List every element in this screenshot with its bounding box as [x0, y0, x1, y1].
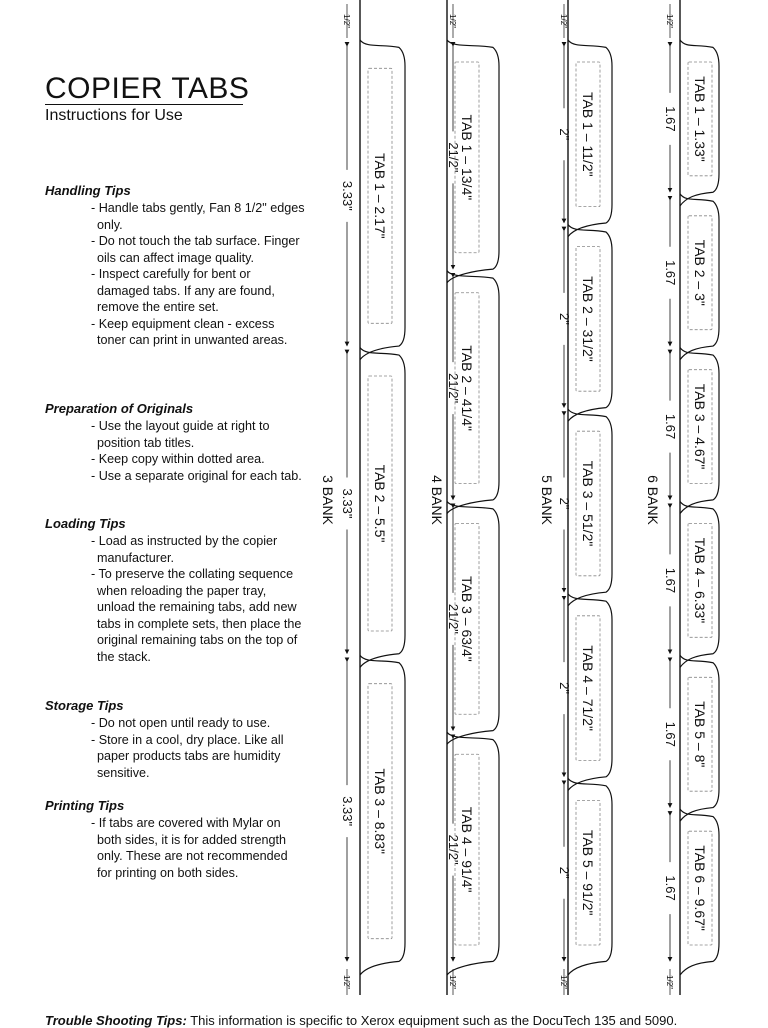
dimension-label: 1.67 [663, 567, 678, 594]
tab-label: TAB 3 – 8.83" [372, 768, 388, 854]
list-item: - Keep equipment clean - excess toner can print in unwanted areas. [91, 316, 288, 347]
footer-note [45, 1013, 677, 1028]
margin-label: 1/2" [559, 14, 568, 28]
footer-text: This information is specific to Xerox equipment such as the DocuTech 135 and 5090. [190, 1013, 678, 1028]
tab-label: TAB 3 – 51/2" [580, 460, 596, 547]
tab-label: TAB 5 – 8" [692, 701, 708, 768]
tab-label: TAB 4 – 6.33" [692, 537, 708, 624]
dimension-label: 3.33" [340, 180, 355, 211]
tab-label: TAB 1 – 13/4" [459, 114, 475, 201]
list-item: - Do not open until ready to use. [91, 716, 271, 730]
margin-label: 1/2" [665, 975, 674, 989]
list-item: - To preserve the collating sequence when reloading the paper tray, unload the remaining tabs, add new tabs in complete sets, then place the original remaining tabs on the top of the stack. [91, 567, 302, 664]
section-heading: Printing Tips [45, 798, 125, 813]
tab-outline [680, 40, 719, 975]
bank-label: 4 BANK [429, 475, 445, 525]
page-title: COPIER TABS [45, 72, 250, 105]
tab-label: TAB 6 – 9.67" [692, 845, 708, 931]
list-item: - Use a separate original for each tab. [91, 468, 302, 483]
dimension-label: 2" [557, 497, 572, 510]
dimension-label: 1.67 [663, 875, 678, 901]
list-item: - Keep copy within dotted area. [91, 452, 265, 466]
bank-label: 6 BANK [645, 475, 661, 525]
dimension-label: 3.33" [340, 488, 355, 519]
footer-label: Trouble Shooting Tips: [45, 1013, 187, 1028]
dimension-label: 1.67 [663, 260, 678, 286]
dimension-label: 2" [557, 866, 572, 879]
dimension-label: 1.67 [663, 106, 678, 132]
dimension-label: 21/2" [446, 603, 461, 634]
bank-label: 5 BANK [539, 475, 555, 525]
tab-label: TAB 2 – 3" [692, 239, 708, 306]
dimension-label: 1.67 [663, 721, 678, 747]
margin-label: 1/2" [342, 14, 351, 28]
tab-label: TAB 1 – 2.17" [372, 153, 388, 239]
tab-label: TAB 2 – 41/4" [459, 345, 475, 431]
tab-label: TAB 4 – 71/2" [580, 645, 596, 731]
list-item: - Do not touch the tab surface. Finger oils can affect image quality. [91, 234, 300, 265]
dimension-label: 21/2" [446, 142, 461, 173]
margin-label: 1/2" [665, 14, 674, 28]
dimension-label: 2" [557, 312, 572, 325]
tab-label: TAB 1 – 11/2" [580, 91, 596, 177]
dimension-label: 21/2" [446, 373, 461, 404]
margin-label: 1/2" [342, 975, 351, 989]
list-item: - If tabs are covered with Mylar on both sides, it is for added strength only. These are not recommended for printing on both sides. [91, 816, 288, 880]
tab-label: TAB 2 – 5.5" [372, 464, 388, 543]
dimension-label: 2" [557, 682, 572, 695]
margin-label: 1/2" [559, 975, 568, 989]
section-heading: Handling Tips [45, 183, 131, 198]
dimension-label: 2" [557, 128, 572, 141]
tab-label: TAB 3 – 4.67" [692, 383, 708, 470]
tab-label: TAB 2 – 31/2" [580, 276, 596, 362]
tab-label: TAB 3 – 63/4" [459, 576, 475, 662]
section-heading: Preparation of Originals [45, 401, 194, 416]
margin-label: 1/2" [448, 14, 457, 28]
list-item: - Inspect carefully for bent or damaged tabs. If any are found, remove the entire set. [91, 267, 275, 314]
bank-label: 3 BANK [320, 475, 336, 525]
tab-label: TAB 1 – 1.33" [692, 76, 708, 162]
dimension-label: 1.67 [663, 413, 678, 440]
section-heading: Storage Tips [45, 698, 124, 713]
list-item: - Load as instructed by the copier manufacturer. [91, 534, 278, 565]
margin-label: 1/2" [448, 975, 457, 989]
list-item: - Handle tabs gently, Fan 8 1/2" edges only. [91, 201, 305, 232]
tab-label: TAB 4 – 91/4" [459, 806, 475, 893]
dimension-label: 3.33" [340, 796, 355, 827]
tab-label: TAB 5 – 91/2" [580, 829, 596, 916]
list-item: - Use the layout guide at right to position tab titles. [91, 419, 270, 450]
section-heading: Loading Tips [45, 516, 126, 531]
list-item: - Store in a cool, dry place. Like all paper products tabs are humidity sensitive. [91, 732, 284, 780]
page-subtitle: Instructions for Use [45, 104, 243, 126]
dimension-label: 21/2" [446, 834, 461, 865]
